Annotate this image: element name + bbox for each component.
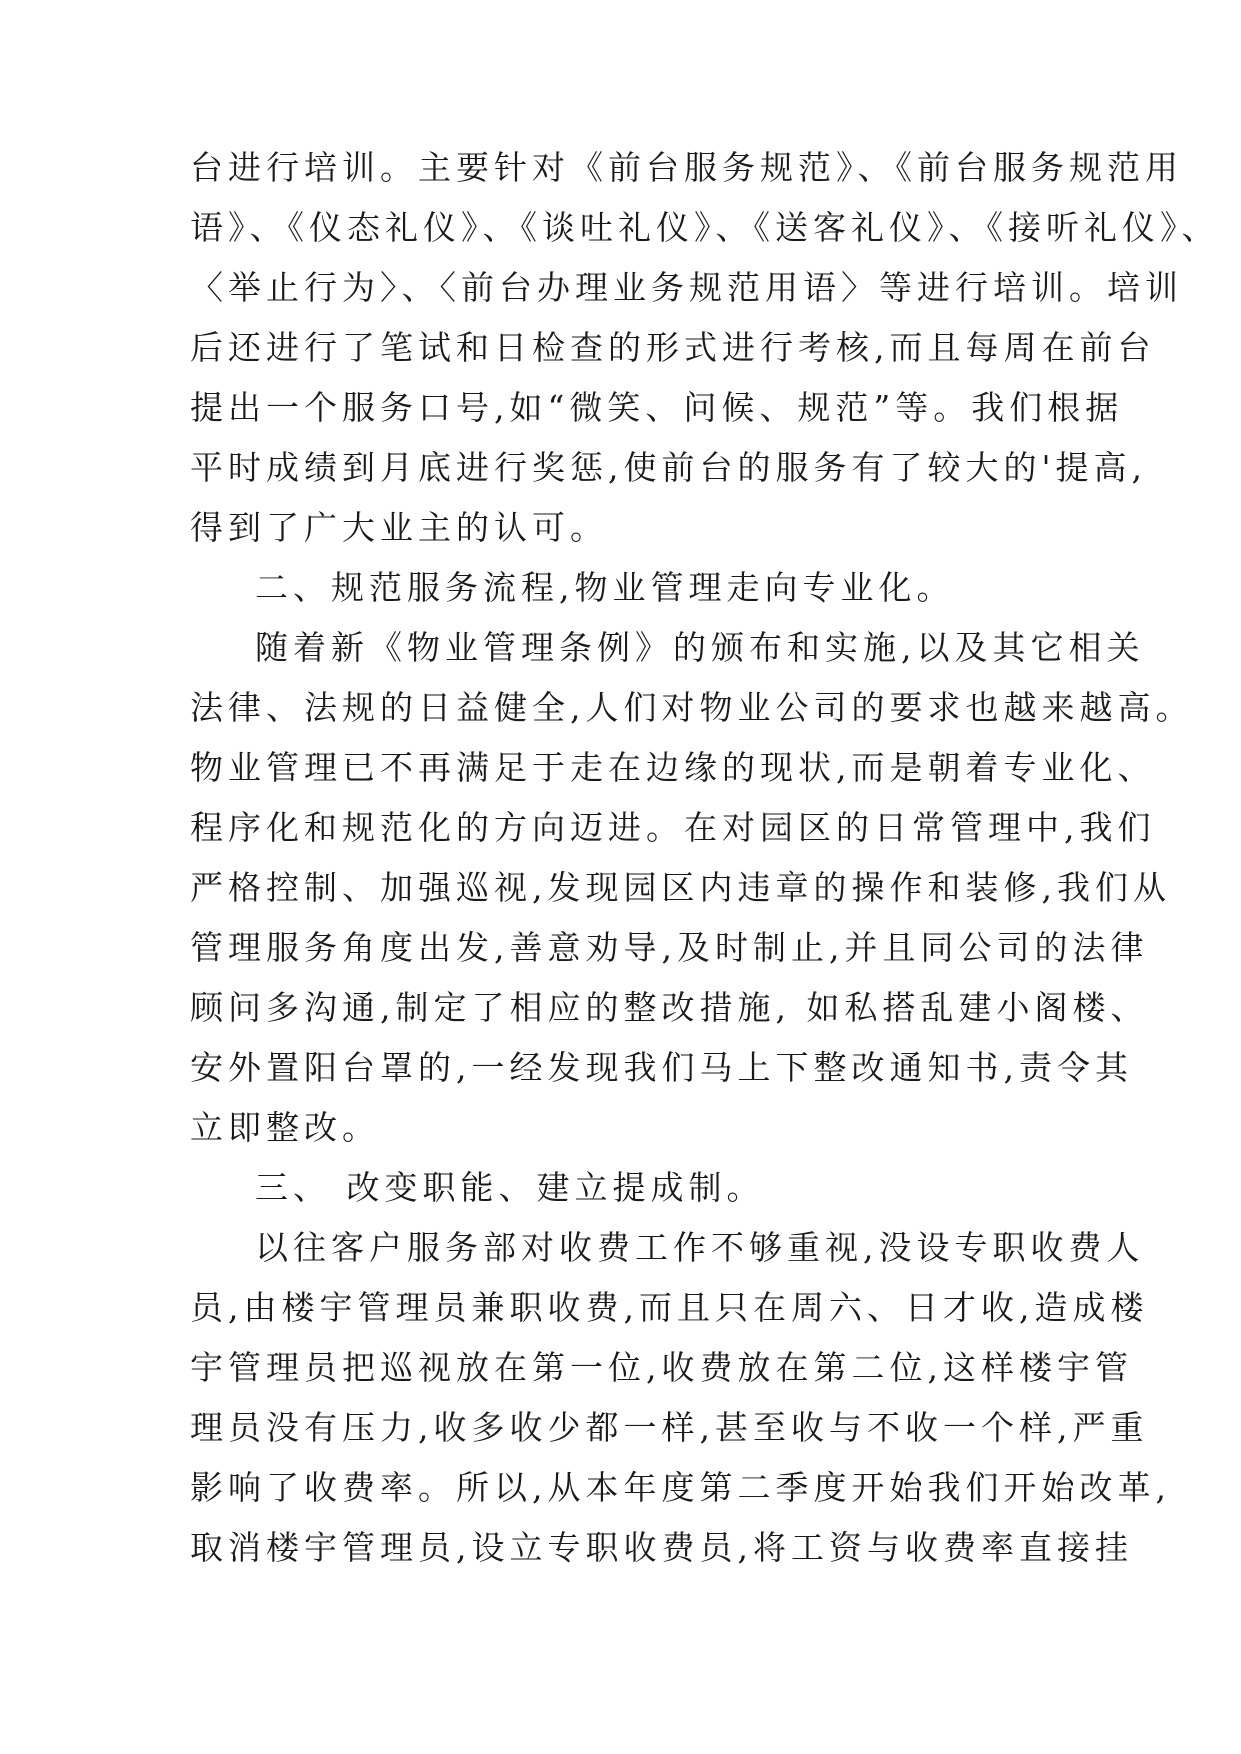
text-line: 台进行培训。主要针对《前台服务规范》、《前台服务规范用 — [190, 148, 1183, 187]
text-line: 〈举止行为〉、〈前台办理业务规范用语〉等进行培训。培训 — [190, 268, 1183, 307]
text-line: 理员没有压力,收多收少都一样,甚至收与不收一个样,严重 — [190, 1408, 1149, 1447]
paragraph-start: 随着新《物业管理条例》的颁布和实施,以及其它相关 — [255, 628, 1145, 667]
text-line: 安外置阳台罩的,一经发现我们马上下整改通知书,责令其 — [190, 1048, 1133, 1087]
text-line: 顾问多沟通,制定了相应的整改措施, 如私搭乱建小阁楼、 — [190, 988, 1149, 1027]
text-line: 得到了广大业主的认可。 — [190, 508, 608, 547]
text-line: 影响了收费率。所以,从本年度第二季度开始我们开始改革, — [190, 1468, 1171, 1507]
paragraph-start: 以往客户服务部对收费工作不够重视,没设专职收费人 — [255, 1228, 1145, 1267]
section-heading: 二、规范服务流程,物业管理走向专业化。 — [255, 568, 955, 607]
text-line: 平时成绩到月底进行奖惩,使前台的服务有了较大的'提高, — [190, 448, 1148, 487]
text-line: 物业管理已不再满足于走在边缘的现状,而是朝着专业化、 — [190, 748, 1156, 787]
text-line: 管理服务角度出发,善意劝导,及时制止,并且同公司的法律 — [190, 928, 1149, 967]
text-line: 语》、《仪态礼仪》、《谈吐礼仪》、《送客礼仪》、《接听礼仪》、 — [190, 208, 1220, 247]
text-line: 严格控制、加强巡视,发现园区内违章的操作和装修,我们从 — [190, 868, 1171, 907]
text-line: 程序化和规范化的方向迈进。在对园区的日常管理中,我们 — [190, 808, 1156, 847]
section-heading: 三、 改变职能、建立提成制。 — [255, 1168, 765, 1207]
text-line: 宇管理员把巡视放在第一位,收费放在第二位,这样楼宇管 — [190, 1348, 1133, 1387]
text-line: 提出一个服务口号,如“微笑、问候、规范”等。我们根据 — [190, 388, 1124, 427]
text-line: 法律、法规的日益健全,人们对物业公司的要求也越来越高。 — [190, 688, 1194, 727]
text-line: 后还进行了笔试和日检查的形式进行考核,而且每周在前台 — [190, 328, 1156, 367]
text-line: 立即整改。 — [190, 1108, 380, 1147]
text-line: 取消楼宇管理员,设立专职收费员,将工资与收费率直接挂 — [190, 1528, 1133, 1567]
text-line: 员,由楼宇管理员兼职收费,而且只在周六、日才收,造成楼 — [190, 1288, 1149, 1327]
